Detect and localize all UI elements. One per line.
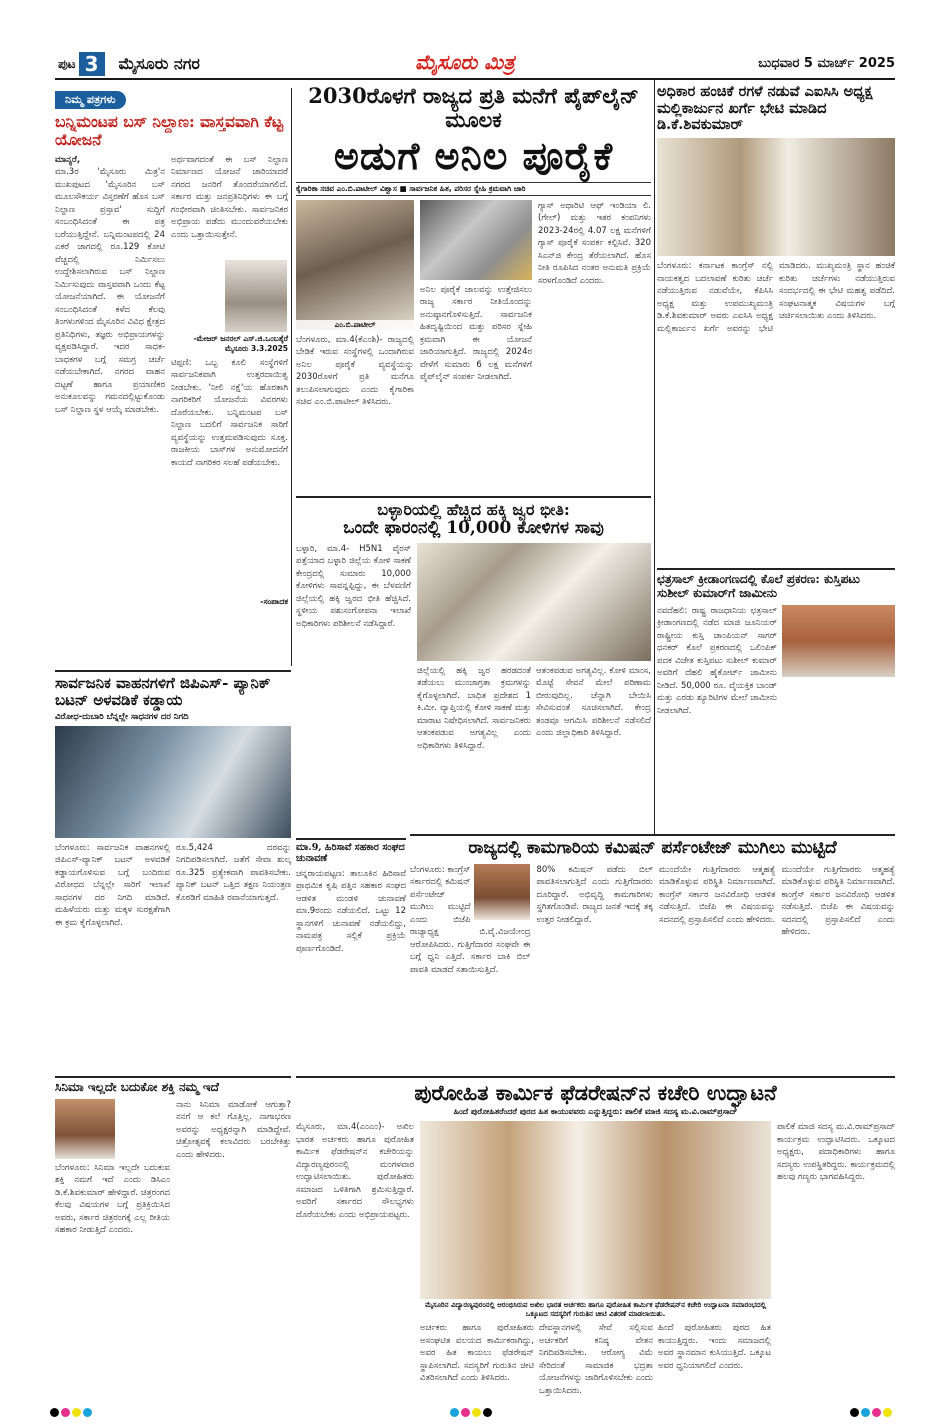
hirisave-election-story	[296, 838, 406, 1072]
purohit-body-4: ಹಿಂದೆ ಪುರೋಹಿತರು ಪುರದ ಹಿತ ಕಾಯುತ್ತಿದ್ದರು. ಇಂದು ಸಮಾಜದಲ್ಲಿ ಅವರ ಸ್ಥಾನಮಾನ ಕುಸಿಯುತ್ತಿದೆ. ಒಕ್ಕೂಟ ಅವರ ಧ್ವನಿಯಾಗಲಿದೆ ಎಂದರು.	[658, 1323, 771, 1371]
newspaper-logo: ಮೈಸೂರು ಮಿತ್ರ	[415, 50, 515, 74]
panic-button-story	[55, 670, 291, 1075]
panic-headline: ಸಾರ್ವಜನಿಕ ವಾಹನಗಳಿಗೆ ಜಿಪಿಎಸ್- ಪ್ಯಾನಿಕ್ ಬಟನ್ ಅಳವಡಿಕೆ ಕಡ್ಡಾಯ	[55, 674, 271, 710]
sushil-kumar-photo	[782, 605, 895, 677]
minister-photo	[296, 200, 414, 330]
page-number-block	[55, 52, 200, 76]
bird-flu-body-1: ಬಳ್ಳಾರಿ, ಮಾ.4- H5N1 ವೈರಸ್ ಪತ್ತೆಯಾದ ಬಳ್ಳಾರಿ ಜಿಲ್ಲೆಯ ಕೋಳಿ ಸಾಕಣೆ ಕೇಂದ್ರದಲ್ಲಿ ಸುಮಾರು 10,000 ಕೋಳಿಗಳು ಸಾವನ್ನಪ್ಪಿದ್ದು, ಈ ಬೆಳವಣಿಗೆ ಜಿಲ್ಲೆಯಲ್ಲಿ ಹಕ್ಕಿ ಜ್ವರದ ಭೀತಿ ಹೆಚ್ಚಿಸಿದೆ. ಸ್ಥಳೀಯ ಪಶುಸಂಗೋಪನಾ ಇಲಾಖೆ ಅಧಿಕಾರಿಗಳು ಪರಿಶೀಲನೆ ನಡೆಸಿದ್ದಾರೆ.	[296, 543, 411, 629]
bird-flu-body-3: ಆತಂಕಪಡುವ ಅಗತ್ಯವಿಲ್ಲ. ಕೋಳಿ ಮಾಂಸ, ಮೊಟ್ಟೆ ಸೇವನೆ ಮೇಲೆ ಪರಿಣಾಮ ಬೀರುವುದಿಲ್ಲ. ಚೆನ್ನಾಗಿ ಬೇಯಿಸಿ ಸೇವಿಸುವಂತೆ ಸೂಚಿಸಲಾಗಿದೆ. ಕೇಂದ್ರ ತಂಡವೂ ಆಗಮಿಸಿ ಪರಿಶೀಲನೆ ನಡೆಸಲಿದೆ ಎಂದು ಜಿಲ್ಲಾಧಿಕಾರಿ ತಿಳಿಸಿದ್ದಾರೆ.	[536, 665, 651, 739]
lead-body-2: ಅನಿಲ ಪೂರೈಕೆ ಜಾಲವನ್ನು ಉತ್ತೇಜಿಸಲು ರಾಜ್ಯ ಸರ್ಕಾರ ನೀತಿಯೊಂದನ್ನು ಅನುಷ್ಠಾನಗೊಳಿಸುತ್ತಿದೆ. ಸಾರ್ವಜನಿಕ ಹಿತದೃಷ್ಟಿಯಿಂದ ಮತ್ತು ಪರಿಸರ ಸ್ನೇಹಿ ಕ್ರಮವಾಗಿ ಈ ಯೋಜನೆ ಜಾರಿಯಾಗುತ್ತಿದೆ. ರಾಜ್ಯದಲ್ಲಿ 2024ರ ವೇಳೆಗೆ ಸುಮಾರು 6 ಲಕ್ಷ ಮನೆಗಳಿಗೆ ಪೈಪ್‌ಲೈನ್ ಸಂಪರ್ಕ ನೀಡಲಾಗಿದೆ.	[420, 284, 532, 383]
commission-story	[410, 834, 895, 1072]
commission-body-3: ಮುಂದೆಯೇ ಗುತ್ತಿಗೆದಾರರು ಆತ್ಮಹತ್ಯೆ ಮಾಡಿಕೊಳ್ಳುವ ಪರಿಸ್ಥಿತಿ ನಿರ್ಮಾಣವಾಗಿದೆ. ಕಾಂಗ್ರೆಸ್ ಸರ್ಕಾರ ಜನವಿರೋಧಿ ಆಡಳಿತ ನಡೆಸುತ್ತಿದೆ. ಬಿಜೆಪಿ ಈ ವಿಷಯವನ್ನು ಸದನದಲ್ಲಿ ಪ್ರಸ್ತಾಪಿಸಲಿದೆ ಎಂದು ಹೇಳಿದರು.	[658, 864, 776, 925]
kharge-body: ಬೆಂಗಳೂರು: ಕರ್ನಾಟಕ ಕಾಂಗ್ರೆಸ್ ನಲ್ಲಿ ನಾಯಕತ್ವದ ಬದಲಾವಣೆ ಕುರಿತು ಚರ್ಚೆ ನಡೆಯುತ್ತಿರುವ ನಡುವೆಯೇ, ಕೆಪಿಸಿಸಿ ಅಧ್ಯಕ್ಷ ಮತ್ತು ಉಪಮುಖ್ಯಮಂತ್ರಿ ಡಿ.ಕೆ.ಶಿವಕುಮಾರ್ ಅವರು ಎಐಸಿಸಿ ಅಧ್ಯಕ್ಷ ಮಲ್ಲಿಕಾರ್ಜುನ ಖರ್ಗೆ ಅವರನ್ನು ಭೇಟಿ ಮಾಡಿದರು. ಮುಖ್ಯಮಂತ್ರಿ ಸ್ಥಾನ ಹಂಚಿಕೆ ಕುರಿತು ಚರ್ಚೆಗಳು ನಡೆಯುತ್ತಿರುವ ಸಂದರ್ಭದಲ್ಲಿ ಈ ಭೇಟಿ ಮಹತ್ವ ಪಡೆದಿದೆ. ಸಂಘಟನಾತ್ಮಕ ವಿಷಯಗಳ ಬಗ್ಗೆ ಚರ್ಚಿಸಲಾಯಿತು ಎಂದು ತಿಳಿಸಿದರು.	[657, 261, 895, 334]
purohit-story	[296, 1076, 895, 1394]
purohit-body-5: ಪಾಲಿಕೆ ಮಾಜಿ ಸದಸ್ಯ ಮ.ವಿ.ರಾಮ್‌ಪ್ರಸಾದ್ ಕಾರ್ಯಕ್ರಮ ಉದ್ಘಾಟಿಸಿದರು. ಒಕ್ಕೂಟದ ಅಧ್ಯಕ್ಷರು, ಪದಾಧಿಕಾರಿಗಳು ಹಾಗೂ ಸದಸ್ಯರು ಉಪಸ್ಥಿತರಿದ್ದರು. ಕಾರ್ಯಕ್ರಮದಲ್ಲಿ ಹಲವು ಗಣ್ಯರು ಭಾಗವಹಿಸಿದ್ದರು.	[777, 1122, 895, 1183]
side-story-sushil	[657, 568, 895, 830]
hirisave-headline: ಮಾ.9, ಹಿರಿಸಾವೆ ಸಹಕಾರ ಸಂಘದ ಚುನಾವಣೆ	[296, 842, 405, 864]
lead-headline-line1: 2030ರೊಳಗೆ ರಾಜ್ಯದ ಪ್ರತಿ ಮನೆಗೆ ಪೈಪ್‌ಲೈನ್ ಮೂಲಕ	[308, 83, 639, 133]
vijayendra-photo	[474, 864, 530, 920]
letters-section	[55, 88, 288, 666]
purohit-body-3: ದೇವಸ್ಥಾನಗಳಲ್ಲಿ ಸೇವೆ ಸಲ್ಲಿಸುವ ಅರ್ಚಕರಿಗೆ ಕನಿಷ್ಠ ವೇತನ ನಿಗದಿಪಡಿಸಬೇಕು. ಆರೋಗ್ಯ ವಿಮೆ ಸೇರಿದಂತೆ ಸಾಮಾಜಿಕ ಭದ್ರತಾ ಯೋಜನೆಗಳನ್ನು ಜಾರಿಗೊಳಿಸಬೇಕು ಎಂದು ಒತ್ತಾಯಿಸಿದರು.	[539, 1323, 653, 1396]
page-label: ಪುಟ	[58, 56, 76, 71]
purohit-group-photo	[420, 1121, 771, 1299]
lead-headline-line2: ಅಡುಗೆ ಅನಿಲ ಪೂರೈಕೆ	[333, 133, 614, 179]
cinema-body-1: ಬೆಂಗಳೂರು: ಸಿನಿಮಾ ಇಲ್ಲದೇ ಬದುಕುವ ಶಕ್ತಿ ನಮಗೆ ಇದೆ ಎಂದು ಡಿಸಿಎಂ ಡಿ.ಕೆ.ಶಿವಕುಮಾರ್ ಹೇಳಿದ್ದಾರೆ. ಚಿತ್ರರಂಗದ ಕೆಲವು ವಿಷಯಗಳ ಬಗ್ಗೆ ಪ್ರತಿಕ್ರಿಯಿಸಿದ ಅವರು, ಸರ್ಕಾರ ಚಿತ್ರರಂಗಕ್ಕೆ ಎಲ್ಲ ರೀತಿಯ ಸಹಕಾರ ನೀಡುತ್ತಿದೆ ಎಂದರು.	[55, 1162, 170, 1236]
bird-flu-story	[296, 496, 651, 834]
cinema-headline: ಸಿನಿಮಾ ಇಲ್ಲದೇ ಬದುಕೋ ಶಕ್ತಿ ನಮ್ಮ ಇದೆ	[55, 1080, 219, 1094]
issue-date: ಬುಧವಾರ 5 ಮಾರ್ಚ್ 2025	[758, 56, 895, 71]
cinema-story	[55, 1076, 291, 1394]
letters-closing: -ಸಂಪಾದಕ	[260, 596, 288, 606]
bird-flu-body-2: ಜಿಲ್ಲೆಯಲ್ಲಿ ಹಕ್ಕಿ ಜ್ವರ ಹರಡದಂತೆ ತಡೆಯಲು ಮುಂಜಾಗ್ರತಾ ಕ್ರಮಗಳನ್ನು ಕೈಗೊಳ್ಳಲಾಗಿದೆ. ಬಾಧಿತ ಪ್ರದೇಶದ 1 ಕಿ.ಮೀ. ವ್ಯಾಪ್ತಿಯಲ್ಲಿ ಕೋಳಿ ಸಾಕಣೆ ಮತ್ತು ಮಾರಾಟ ನಿಷೇಧಿಸಲಾಗಿದೆ. ಸಾರ್ವಜನಿಕರು ಆತಂಕಪಡುವ ಅಗತ್ಯವಿಲ್ಲ ಎಂದು ಅಧಿಕಾರಿಗಳು ತಿಳಿಸಿದ್ದಾರೆ.	[417, 665, 531, 751]
letter-sign-place: ಮೈಸೂರು 3.3.2025	[225, 343, 288, 353]
section-name: ಮೈಸೂರು ನಗರ	[118, 54, 200, 73]
lead-body-3: ಗ್ಯಾಸ್ ಅಥಾರಿಟಿ ಆಫ್ ಇಂಡಿಯಾ ಲಿ. (ಗೇಲ್) ಮತ್ತು ಇತರ ಕಂಪನಿಗಳು 2023-24ರಲ್ಲಿ 4.07 ಲಕ್ಷ ಮನೆಗಳಿಗೆ ಗ್ಯಾಸ್ ಪೂರೈಕೆ ಸಂಪರ್ಕ ಕಲ್ಪಿಸಿವೆ. 320 ಸಿಎನ್‌ಜಿ ಕೇಂದ್ರ ತೆರೆಯಲಾಗಿದೆ. ಹೊಸ ನೀತಿ ರೂಪಿಸಿದ ನಂತರ ಅನುಮತಿ ಪ್ರಕ್ರಿಯೆ ಸರಳಗೊಂಡಿದೆ ಎಂದರು.	[538, 200, 651, 286]
registration-marks-left	[50, 1402, 94, 1421]
registration-marks-center	[450, 1402, 494, 1421]
purohit-headline: ಪುರೋಹಿತ ಕಾರ್ಮಿಕ ಫೆಡರೇಷನ್‌ನ ಕಚೇರಿ ಉದ್ಘಾಟನೆ	[414, 1080, 777, 1105]
purohit-photo-caption: ಮೈಸೂರಿನ ವಿದ್ಯಾರಣ್ಯಪುರಂನಲ್ಲಿ ಆರಂಭಿಸಿರುವ ಅಖಿಲ ಭಾರತ ಅರ್ಚಕರು ಹಾಗೂ ಪುರೋಹಿತ ಕಾರ್ಮಿಕ ಫೆಡರೇಷನ್‌ನ ಕಚೇರಿ ಉದ್ಘಾಟನಾ ಸಮಾರಂಭದಲ್ಲಿ ಒಕ್ಕೂಟದ ಸದಸ್ಯರಿಗೆ ಗುರುತಿನ ಚೀಟಿ ವಿತರಣೆ ಮಾಡಲಾಯಿತು.	[425, 1301, 766, 1319]
commission-body-2: 80% ಕಮಿಷನ್ ಪಡೆದು ಬಿಲ್ ಪಾವತಿಸಲಾಗುತ್ತಿದೆ ಎಂದು ಗುತ್ತಿಗೆದಾರರು ದೂರಿದ್ದಾರೆ. ಅಭಿವೃದ್ಧಿ ಕಾಮಗಾರಿಗಳು ಸ್ಥಗಿತಗೊಂಡಿವೆ. ರಾಜ್ಯದ ಜನತೆ ಇದಕ್ಕೆ ತಕ್ಕ ಉತ್ತರ ನೀಡಲಿದ್ದಾರೆ.	[536, 864, 653, 925]
dk-shivakumar-photo	[55, 1099, 115, 1159]
registration-marks-right	[850, 1402, 894, 1421]
letter-signature: -ಮೇಜರ್ ಜನರಲ್ ಎಸ್.ಜಿ.ಒಂಬತ್ಕೆರೆ	[193, 333, 288, 343]
purohit-strap: ಹಿಂದೆ ಪುರೋಹಿತರೆಂದರೆ ಪುರದ ಹಿತ ಕಾಯುವವರು ಎನ್ನುತ್ತಿದ್ದರು: ಪಾಲಿಕೆ ಮಾಜಿ ಸದಸ್ಯ ಮ.ವಿ.ರಾಮ್‌ಪ್ರಸಾದ್	[453, 1107, 738, 1117]
minister-photo-caption: ಎಂ.ಬಿ.ಪಾಟೀಲ್	[296, 320, 414, 330]
masthead	[55, 50, 895, 80]
letters-tag: ನಿಮ್ಮ ಪತ್ರಗಳು	[55, 91, 126, 109]
cinema-body-2: ನಾನು ಸಿನಿಮಾ ಮಾಡೋಕೆ ಆಗುತ್ತಾ? ನನಗೆ ಆ ಕಲೆ ಗೊತ್ತಿಲ್ಲ. ನಾಗಾಭರಣ ಅವರನ್ನು ಅಧ್ಯಕ್ಷರನ್ನಾಗಿ ಮಾಡಿದ್ದೇವೆ. ಚಿತ್ರೋತ್ಸವಕ್ಕೆ ಕಲಾವಿದರು ಬರಬೇಕಿತ್ತು ಎಂದು ಹೇಳಿದರು.	[176, 1099, 291, 1160]
bird-flu-headline-1: ಬಳ್ಳಾರಿಯಲ್ಲಿ ಹೆಚ್ಚಿದ ಹಕ್ಕಿ ಜ್ವರ ಭೀತಿ:	[377, 500, 570, 519]
bird-flu-headline-2: ಒಂದೇ ಫಾರಂನಲ್ಲಿ 10,000 ಕೋಳಿಗಳ ಸಾವು	[343, 518, 604, 539]
gas-pipeline-photo	[420, 200, 532, 280]
dead-chickens-photo	[417, 543, 651, 661]
commission-body-1: ಬೆಂಗಳೂರು: ಕಾಂಗ್ರೆಸ್ ಸರ್ಕಾರದಲ್ಲಿ ಕಮಿಷನ್ ಪರ್ಸೆಂಟೇಜ್ ಮುಗಿಲು ಮುಟ್ಟಿದೆ ಎಂದು ಬಿಜೆಪಿ ರಾಜ್ಯಾಧ್ಯಕ್ಷ ಬಿ.ವೈ.ವಿಜಯೇಂದ್ರ ಆರೋಪಿಸಿದರು. ಗುತ್ತಿಗೆದಾರರ ಸಂಘವೇ ಈ ಬಗ್ಗೆ ಧ್ವನಿ ಎತ್ತಿದೆ. ಸರ್ಕಾರ ಬಾಕಿ ಬಿಲ್ ಪಾವತಿ ಮಾಡದೆ ಸತಾಯಿಸುತ್ತಿದೆ.	[410, 864, 531, 975]
column-divider	[291, 88, 292, 666]
commission-headline: ರಾಜ್ಯದಲ್ಲಿ ಕಾಮಗಾರಿಯ ಕಮಿಷನ್ ಪರ್ಸೆಂಟೇಜ್ ಮುಗಿಲು ಮುಟ್ಟಿದೆ	[468, 838, 837, 858]
lead-body-1: ಬೆಂಗಳೂರು, ಮಾ.4(ಕೆಎಂಶಿ)- ರಾಜ್ಯದಲ್ಲಿ ಬೇಡಿಕೆ ಇರುವ ಸಂಸ್ಥೆಗಳಲ್ಲಿ ಒಂದಾಗಿರುವ ಅನಿಲ ಪೂರೈಕೆ ವ್ಯವಸ್ಥೆಯನ್ನು 2030ರೊಳಗೆ ಪ್ರತಿ ಮನೆಗೂ ತಲುಪಿಸಲಾಗುವುದು ಎಂದು ಕೈಗಾರಿಕಾ ಸಚಿವ ಎಂ.ಬಿ.ಪಾಟೀಲ್ ತಿಳಿಸಿದರು.	[296, 334, 414, 408]
hirisave-body: ಚನ್ನರಾಯಪಟ್ಟಣ: ತಾಲೂಕಿನ ಹಿರಿಸಾವೆ ಪ್ರಾಥಮಿಕ ಕೃಷಿ ಪತ್ತಿನ ಸಹಕಾರ ಸಂಘದ ಆಡಳಿತ ಮಂಡಳಿ ಚುನಾವಣೆ ಮಾ.9ರಂದು ನಡೆಯಲಿದೆ. ಒಟ್ಟು 12 ಸ್ಥಾನಗಳಿಗೆ ಚುನಾವಣೆ ನಡೆಯಲಿದ್ದು, ನಾಮಪತ್ರ ಸಲ್ಲಿಕೆ ಪ್ರಕ್ರಿಯೆ ಪೂರ್ಣಗೊಂಡಿದೆ.	[296, 868, 406, 954]
kharge-headline: ಅಧಿಕಾರ ಹಂಚಿಕೆ ರಗಳೆ ನಡುವೆ ಎಐಸಿಸಿ ಅಧ್ಯಕ್ಷ ಮಲ್ಲಿಕಾರ್ಜುನ ಖರ್ಗೆ ಭೇಟಿ ಮಾಡಿದ ಡಿ.ಕೆ.ಶಿವಕುಮಾರ್	[657, 83, 873, 134]
letters-body-right: ಅರ್ಥವಾಗದಂತೆ ಈ ಬಸ್ ನಿಲ್ದಾಣ ನಿರ್ಮಾಣದ ಯೋಜನೆ ಜಾರಿಯಾದರೆ ನಗರದ ಜನರಿಗೆ ತೊಂದರೆಯಾಗಲಿದೆ. ಸರ್ಕಾರ ಮತ್ತು ಜನಪ್ರತಿನಿಧಿಗಳು ಈ ಬಗ್ಗೆ ಗಂಭೀರವಾಗಿ ಚಿಂತಿಸಬೇಕು. ಸಾರ್ವಜನಿಕರ ಅಭಿಪ್ರಾಯ ಪಡೆದು ಮುಂದುವರೆಯಬೇಕು ಎಂದು ಒತ್ತಾಯಿಸುತ್ತೇನೆ.	[171, 154, 288, 240]
side-story-kharge	[657, 84, 895, 562]
panic-strap: ವಿರೋಧ-ದುಬಾರಿ ಬೆನ್ನಲ್ಲೇ ಸಾಧನಗಳ ದರ ನಿಗದಿ	[55, 711, 189, 722]
kharge-meeting-photo	[657, 138, 895, 256]
column-divider	[654, 80, 655, 835]
letters-headline: ಬನ್ನಿಮಂಟಪ ಬಸ್ ನಿಲ್ದಾಣ: ವಾಸ್ತವವಾಗಿ ಕೆಟ್ಟ ಯೋಜನೆ	[55, 112, 284, 149]
car-gps-device-photo	[55, 726, 291, 838]
lead-strap: ಕೈಗಾರಿಕಾ ಸಚಿವ ಎಂ.ಬಿ.ಪಾಟೀಲ್ ವಿಶ್ವಾಸ ■ ಸಾರ್ವಜನಿಕ ಹಿತ, ಪರಿಸರ ಸ್ನೇಹಿ ಕ್ರಮವಾಗಿ ಜಾರಿ	[296, 182, 651, 196]
purohit-body-2: ಅರ್ಚಕರು ಹಾಗೂ ಪುರೋಹಿತರು ಅಸಂಘಟಿತ ವಲಯದ ಕಾರ್ಮಿಕರಾಗಿದ್ದು, ಅವರ ಹಿತ ಕಾಯಲು ಫೆಡರೇಷನ್ ಸ್ಥಾಪಿಸಲಾಗಿದೆ. ಸದಸ್ಯರಿಗೆ ಗುರುತಿನ ಚೀಟಿ ವಿತರಿಸಲಾಗಿದೆ ಎಂದು ತಿಳಿಸಿದರು.	[420, 1323, 534, 1384]
sushil-body: ನವದೆಹಲಿ: ರಾಷ್ಟ್ರ ರಾಜಧಾನಿಯ ಛತ್ರಸಾಲ್ ಕ್ರೀಡಾಂಗಣದಲ್ಲಿ ನಡೆದ ಮಾಜಿ ಜೂನಿಯರ್ ರಾಷ್ಟ್ರೀಯ ಕುಸ್ತಿ ಚಾಂಪಿಯನ್ ಸಾಗರ್ ಧನಕರ್ ಕೊಲೆ ಪ್ರಕರಣದಲ್ಲಿ ಒಲಿಂಪಿಕ್ ಪದಕ ವಿಜೇತ ಕುಸ್ತಿಪಟು ಸುಶೀಲ್ ಕುಮಾರ್ ಅವರಿಗೆ ದೆಹಲಿ ಹೈಕೋರ್ಟ್ ಜಾಮೀನು ನೀಡಿದೆ. 50,000 ರೂ. ವೈಯಕ್ತಿಕ ಬಾಂಡ್ ಮತ್ತು ಎರಡು ಶ್ಯೂರಿಟಿಗಳ ಮೇಲೆ ಜಾಮೀನು ನೀಡಲಾಗಿದೆ.	[657, 605, 777, 716]
purohit-body-1: ಮೈಸೂರು, ಮಾ.4(ಎಂಎಂ)- ಅಖಿಲ ಭಾರತ ಅರ್ಚಕರು ಹಾಗೂ ಪುರೋಹಿತ ಕಾರ್ಮಿಕ ಫೆಡರೇಷನ್‌ನ ಕಚೇರಿಯನ್ನು ವಿದ್ಯಾರಣ್ಯಪುರಂನಲ್ಲಿ ಮಂಗಳವಾರ ಉದ್ಘಾಟಿಸಲಾಯಿತು. ಪುರೋಹಿತರು ಸಮಾಜದ ಒಳಿತಿಗಾಗಿ ಶ್ರಮಿಸುತ್ತಿದ್ದಾರೆ. ಅವರಿಗೆ ಸರ್ಕಾರದ ಸೌಲಭ್ಯಗಳು ದೊರೆಯಬೇಕು ಎಂದು ಅಭಿಪ್ರಾಯಪಟ್ಟರು.	[296, 1122, 414, 1220]
sushil-headline: ಛತ್ರಸಾಲ್ ಕ್ರೀಡಾಂಗಣದಲ್ಲಿ ಕೊಲೆ ಪ್ರಕರಣ: ಕುಸ್ತಿಪಟು ಸುಶೀಲ್ ಕುಮಾರ್‌ಗೆ ಜಾಮೀನು	[657, 572, 860, 600]
letters-body-more: ಟಿಪ್ಪಣಿ: ಒಬ್ಬ ಕೂಲಿ ಸಂಸ್ಥೆಗಳಿಗೆ ಸಾರ್ವಜನಿಕವಾಗಿ ಉತ್ತರದಾಯಿತ್ವ ನೀಡಬೇಕು. 'ನೀಲಿ ನಕ್ಷೆ'ಯ ಹೊರತಾಗಿ ನಾಗರಿಕರಿಗೆ ಯೋಜನೆಯ ವಿವರಗಳು ದೊರೆಯಬೇಕು. ಬನ್ನಿಮಂಟಪ ಬಸ್ ನಿಲ್ದಾಣ ಬದಲಿಗೆ ಸಾರ್ವಜನಿಕ ಸಾರಿಗೆ ವ್ಯವಸ್ಥೆಯನ್ನು ಉತ್ತಮಪಡಿಸುವುದು ಸೂಕ್ತ. ರಾಜಕೀಯ ಬಾಸ್‌ಗಳ ಅನುಮೋದನೆಗೆ ಕಾಯದೆ ನಾಗರಿಕರ ಸಲಹೆ ಪಡೆಯಬೇಕು.	[171, 357, 288, 468]
letters-body-left: ಮಾ.3ರ 'ಮೈಸೂರು ಮಿತ್ರ'ನ ಮುಖಪುಟದ 'ಮೈಸೂರಿನ ಬಸ್ ಮೂಲಸೌಕರ್ಯ ವಿಸ್ತರಣೆಗೆ ಹೊಸ ಬಸ್ ನಿಲ್ದಾಣ ಪ್ರಸ್ತಾವ' ಸುದ್ದಿಗೆ ಸಂಬಂಧಿಸಿದಂತೆ ಈ ಪತ್ರ ಬರೆಯುತ್ತಿದ್ದೇನೆ. ಬನ್ನಿಮಂಟಪದಲ್ಲಿ 24 ಎಕರೆ ಜಾಗದಲ್ಲಿ ರೂ.129 ಕೋಟಿ ವೆಚ್ಚದಲ್ಲಿ ನಿರ್ಮಿಸಲು ಉದ್ದೇಶಿಸಲಾಗಿರುವ ಬಸ್ ನಿಲ್ದಾಣ ನಿರ್ಮಿಸುವುದು ವಾಸ್ತವವಾಗಿ ಒಂದು ಕೆಟ್ಟ ಯೋಜನೆಯಾಗಿದೆ. ಈ ಯೋಜನೆಗೆ ಸಂಬಂಧಿಸಿದಂತೆ ಕಳೆದ ಕೆಲವು ತಿಂಗಳುಗಳಿಂದ ಮೈಸೂರಿನ ವಿವಿಧ ಕ್ಷೇತ್ರದ ಪ್ರತಿನಿಧಿಗಳು, ತಜ್ಞರು ಅಭಿಪ್ರಾಯಗಳನ್ನು ವ್ಯಕ್ತಪಡಿಸಿದ್ದಾರೆ. ಇದರ ಸಾಧಕ-ಬಾಧಕಗಳ ಬಗ್ಗೆ ಸಮಗ್ರ ಚರ್ಚೆ ನಡೆಯಬೇಕಾಗಿದೆ. ನಗರದ ವಾಹನ ದಟ್ಟಣೆ ಹಾಗೂ ಪ್ರಯಾಣಿಕರ ಅನುಕೂಲವನ್ನು ಗಮನದಲ್ಲಿಟ್ಟುಕೊಂಡು ಬಸ್ ನಿಲ್ದಾಣ ಸ್ಥಳ ಆಯ್ಕೆ ಮಾಡಬೇಕು.	[55, 167, 165, 415]
panic-body-2: ರೂ.5,424 ದರವನ್ನು ನಿಗದಿಪಡಿಸಲಾಗಿದೆ. ಜತೆಗೆ ಸೇವಾ ಶುಲ್ಕ ರೂ.325 ಪ್ರತ್ಯೇಕವಾಗಿ ಪಾವತಿಸಬೇಕು. ಪ್ಯಾನಿಕ್ ಬಟನ್ ಒತ್ತಿದ ತಕ್ಷಣ ನಿಯಂತ್ರಣ ಕೊಠಡಿಗೆ ಮಾಹಿತಿ ರವಾನೆಯಾಗುತ್ತದೆ.	[176, 842, 291, 903]
writer-portrait	[225, 260, 287, 332]
lead-story	[296, 84, 651, 492]
page-number: 3	[79, 52, 105, 76]
panic-body-1: ಬೆಂಗಳೂರು: ಸಾರ್ವಜನಿಕ ವಾಹನಗಳಲ್ಲಿ ಜಿಪಿಎಸ್-ಪ್ಯಾನಿಕ್ ಬಟನ್ ಅಳವಡಿಕೆ ಕಡ್ಡಾಯಗೊಳಿಸುವ ಬಗ್ಗೆ ಬಂದಿರುವ ವಿರೋಧದ ಬೆನ್ನಲ್ಲೇ ಸಾರಿಗೆ ಇಲಾಖೆ ಸಾಧನಗಳ ದರ ನಿಗದಿ ಮಾಡಿದೆ. ಮಹಿಳೆಯರು ಮತ್ತು ಮಕ್ಕಳ ಸುರಕ್ಷತೆಗಾಗಿ ಈ ಕ್ರಮ ಕೈಗೊಳ್ಳಲಾಗಿದೆ.	[55, 842, 170, 928]
letters-salutation: ಮಾನ್ಯರೆ,	[55, 154, 81, 165]
commission-body-4: ಮುಂದೆಯೇ ಗುತ್ತಿಗೆದಾರರು ಆತ್ಮಹತ್ಯೆ ಮಾಡಿಕೊಳ್ಳುವ ಪರಿಸ್ಥಿತಿ ನಿರ್ಮಾಣವಾಗಿದೆ. ಕಾಂಗ್ರೆಸ್ ಸರ್ಕಾರ ಜನವಿರೋಧಿ ಆಡಳಿತ ನಡೆಸುತ್ತಿದೆ. ಬಿಜೆಪಿ ಈ ವಿಷಯವನ್ನು ಸದನದಲ್ಲಿ ಪ್ರಸ್ತಾಪಿಸಲಿದೆ ಎಂದು ಹೇಳಿದರು.	[781, 864, 895, 938]
